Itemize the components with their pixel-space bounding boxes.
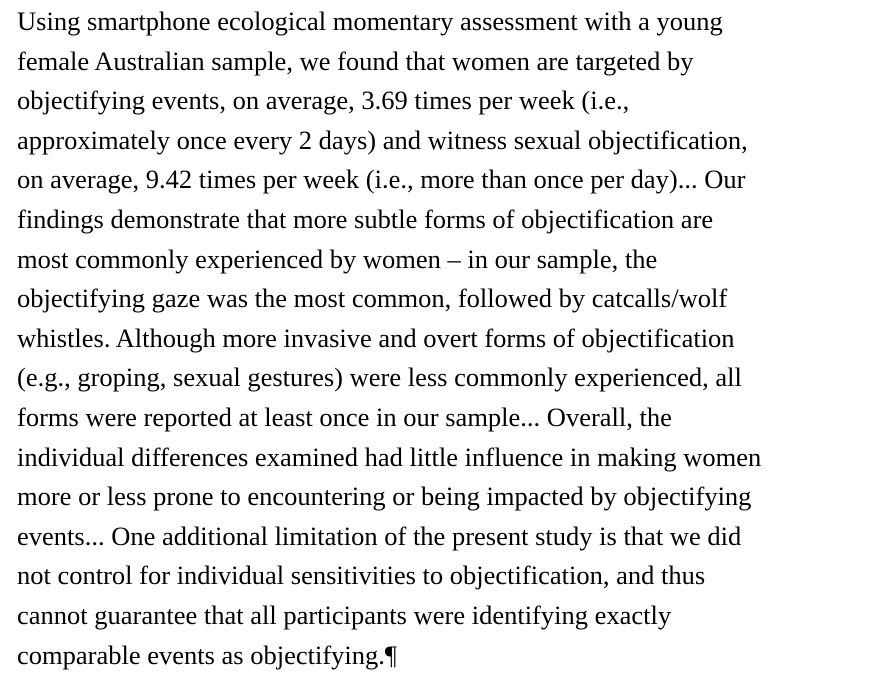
excerpt-line: on average, 9.42 times per week (i.e., more than once per day)... Our: [17, 164, 746, 195]
excerpt-line: female Australian sample, we found that women are targeted by: [17, 45, 694, 76]
excerpt-line: more or less prone to encountering or being impacted by objectifying: [17, 481, 752, 512]
excerpt-line: individual differences examined had little influence in making women: [17, 441, 762, 472]
excerpt-line: comparable events as objectifying.¶: [17, 639, 397, 670]
excerpt-line: whistles. Although more invasive and overt forms of objectification: [17, 322, 735, 353]
excerpt-line: most commonly experienced by women – in our sample, the: [17, 243, 658, 274]
excerpt-line: cannot guarantee that all participants were identifying exactly: [17, 599, 672, 630]
excerpt-line: forms were reported at least once in our sample... Overall, the: [17, 401, 672, 432]
excerpt-line: objectifying events, on average, 3.69 times per week (i.e.,: [17, 85, 630, 116]
excerpt-line: not control for individual sensitivities to objectification, and thus: [17, 560, 706, 591]
excerpt-line: objectifying gaze was the most common, followed by catcalls/wolf: [17, 283, 728, 314]
excerpt-line: (e.g., groping, sexual gestures) were less commonly experienced, all: [17, 362, 742, 393]
excerpt-line: events... One additional limitation of the present study is that we did: [17, 520, 742, 551]
excerpt-line: findings demonstrate that more subtle forms of objectification are: [17, 203, 714, 234]
excerpt-line: Using smartphone ecological momentary assessment with a young: [17, 6, 723, 36]
quoted-excerpt: [17, 2, 876, 675]
excerpt-line: approximately once every 2 days) and witness sexual objectification,: [17, 124, 748, 155]
